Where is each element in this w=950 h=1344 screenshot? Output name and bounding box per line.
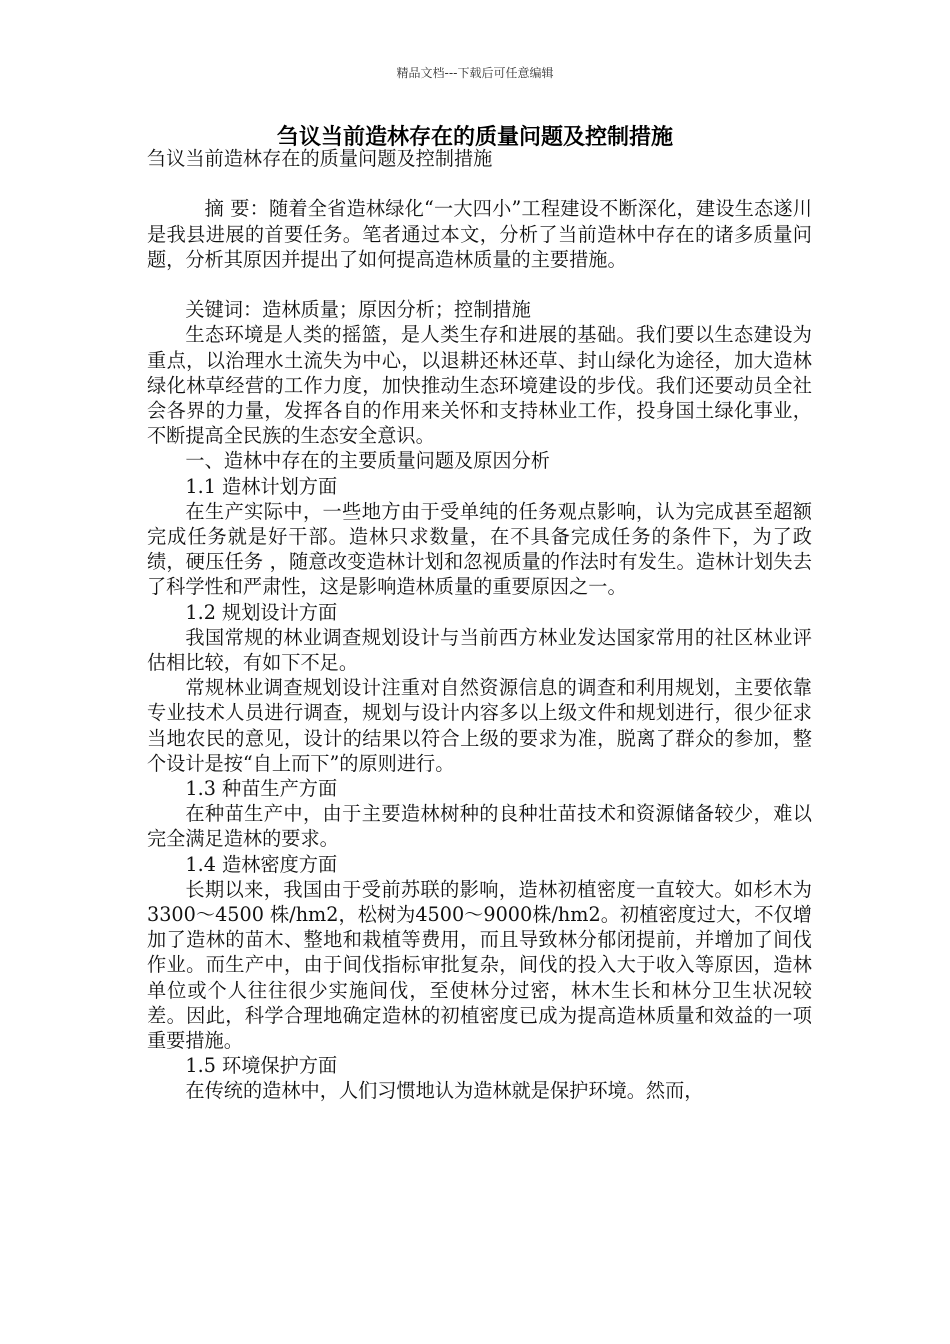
document-title: 刍议当前造林存在的质量问题及控制措施: [276, 125, 673, 150]
subsection-heading: 1.5 环境保护方面: [185, 1054, 338, 1078]
paragraph: 在传统的造林中，人们习惯地认为造林就是保护环境。然而，: [185, 1079, 704, 1103]
document-body: [147, 146, 812, 1104]
paragraph: 在种苗生产中，由于主要造林树种的良种壮苗技术和资源储备较少，难以完全满足造林的要求。: [147, 802, 812, 851]
intro-paragraph: 生态环境是人类的摇篮，是人类生存和进展的基础。我们要以生态建设为重点，以治理水土流失为中心，以退耕还林还草、封山绿化为途径，加大造林绿化林草经营的工作力度，加快推动生态环境建设的步伐。我们还要动员全社会各界的力量，发挥各自的作用来关怀和支持林业工作，投身国土绿化事业，不断提高全民族的生态安全意识。: [147, 323, 812, 448]
paragraph: 常规林业调查规划设计注重对自然资源信息的调查和利用规划，主要依靠专业技术人员进行调查，规划与设计内容多以上级文件和规划进行，很少征求当地农民的意见，设计的结果以符合上级的要求为准，脱离了群众的参加，整个设计是按“自上而下”的原则进行。: [147, 676, 812, 775]
paragraph: 在生产实际中，一些地方由于受单纯的任务观点影响，认为完成甚至超额完成任务就是好干部。造林只求数量，在不具备完成任务的条件下，为了政绩，硬压任务 ，随意改变造林计划和忽视质量的作法时有发生。造林计划失去了科学性和严肃性，这是影响造林质量的重要原因之一。: [147, 499, 812, 599]
header-note: 精品文档---下载后可任意编辑: [396, 66, 554, 80]
subsection-heading: 1.3 种苗生产方面: [185, 777, 338, 801]
subsection-heading: 1.2 规划设计方面: [185, 600, 338, 624]
blank-line: [147, 171, 812, 196]
subtitle: 刍议当前造林存在的质量问题及控制措施: [147, 147, 493, 170]
abstract-paragraph: 摘 要：随着全省造林绿化“一大四小”工程建设不断深化，建设生态遂川是我县进展的首要任务。笔者通过本文，分析了当前造林中存在的诸多质量问题，分析其原因并提出了如何提高造林质量的主要措施。: [147, 197, 812, 271]
paragraph: 我国常规的林业调查规划设计与当前西方林业发达国家常用的社区林业评估相比较，有如下不足。: [147, 625, 812, 675]
subsection-heading: 1.4 造林密度方面: [185, 852, 338, 876]
blank-line: [147, 272, 812, 297]
paragraph: 长期以来，我国由于受前苏联的影响，造林初植密度一直较大。如杉木为3300～4500 株/hm2，松树为4500～9000株/hm2。初植密度过大，不仅增加了造林的苗木、整地和栽植等费用，而且导致林分郁闭提前，并增加了间伐作业。而生产中，由于间伐指标审批复杂，间伐的投入大于收入等原因，造林单位或个人往往很少实施间伐，至使林分过密，林木生长和林分卫生状况较差。因此，科学合理地确定造林的初植密度已成为提高造林质量和效益的一项重要措施。: [147, 877, 812, 1053]
section-heading: 一、造林中存在的主要质量问题及原因分析: [185, 449, 550, 473]
keywords-line: 关键词：造林质量；原因分析；控制措施: [185, 298, 531, 322]
subsection-heading: 1.1 造林计划方面: [185, 474, 338, 498]
